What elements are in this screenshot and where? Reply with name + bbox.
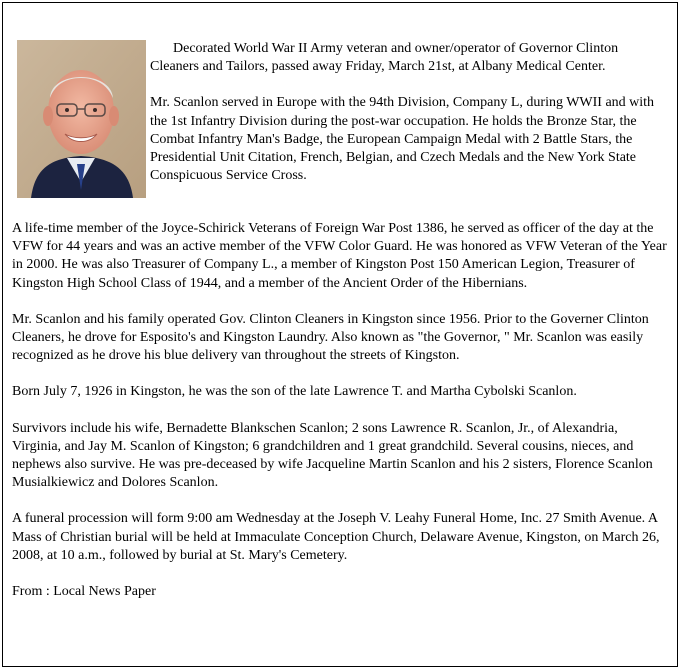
intro-block xyxy=(12,40,668,202)
paragraph-business: Mr. Scanlon and his family operated Gov. Clinton Cleaners in Kingston since 1956. Prior to the Governer Clinton Cleaners, he drove for Esposito's and Kingston Laundry. Also known as "the Governor, " Mr. Scanlon was easily recognized as he drove his blue delivery van throughout the streets of Kingston. xyxy=(12,311,649,364)
paragraph-funeral: A funeral procession will form 9:00 am Wednesday at the Joseph V. Leahy Funeral Home, Inc. 27 Smith Avenue. A Mass of Christian burial will be held at Immaculate Conception Church, Delaware Avenue, Kingston, on March 26, 2008, at 10 a.m., followed by burial at St. Mary's Cemetery. xyxy=(12,511,660,563)
portrait-photo xyxy=(17,40,146,198)
paragraph-birth: Born July 7, 1926 in Kingston, he was the son of the late Lawrence T. and Martha Cybolski Scanlon. xyxy=(12,384,577,400)
source-credit: From : Local News Paper xyxy=(12,584,156,600)
paragraph-survivors: Survivors include his wife, Bernadette Blankschen Scanlon; 2 sons Lawrence R. Scanlon, Jr., of Alexandria, Virginia, and Jay M. Scanlon of Kingston; 6 grandchildren and 1 great grandchild. Several cousins, nieces, and nephews also survive. He was pre-deceased by wife Jacqueline Martin Scanlon and his 2 sisters, Florence Scanlon Musialkiewicz and Dolores Scanlon. xyxy=(12,420,653,491)
paragraph-memberships: A life-time member of the Joyce-Schirick Veterans of Foreign War Post 1386, he served as officer of the day at the VFW for 44 years and was an active member of the VFW Color Guard. He was honored as VFW Veteran of the Year in 2000. He was also Treasurer of Company L., a member of Kingston Post 150 American Legion, Treasurer of Kingston High School Class of 1944, and a member of the Ancient Order of the Hibernians. xyxy=(12,221,667,291)
paragraph-intro: Decorated World War II Army veteran and owner/operator of Governor Clinton Cleaners and Tailors, passed away Friday, March 21st, at Albany Medical Center. xyxy=(150,41,619,75)
obituary-article xyxy=(12,40,668,601)
paragraph-military-service: Mr. Scanlon served in Europe with the 94th Division, Company L, during WWII and with the 1st Infantry Division during the post-war occupation. He holds the Bronze Star, the Combat Infantry Man's Badge, the European Campaign Medal with 2 Battle Stars, the Presidential Unit Citation, French, Belgian, and Czech Medals and the New York State Conspicuous Service Cross. xyxy=(150,95,655,184)
